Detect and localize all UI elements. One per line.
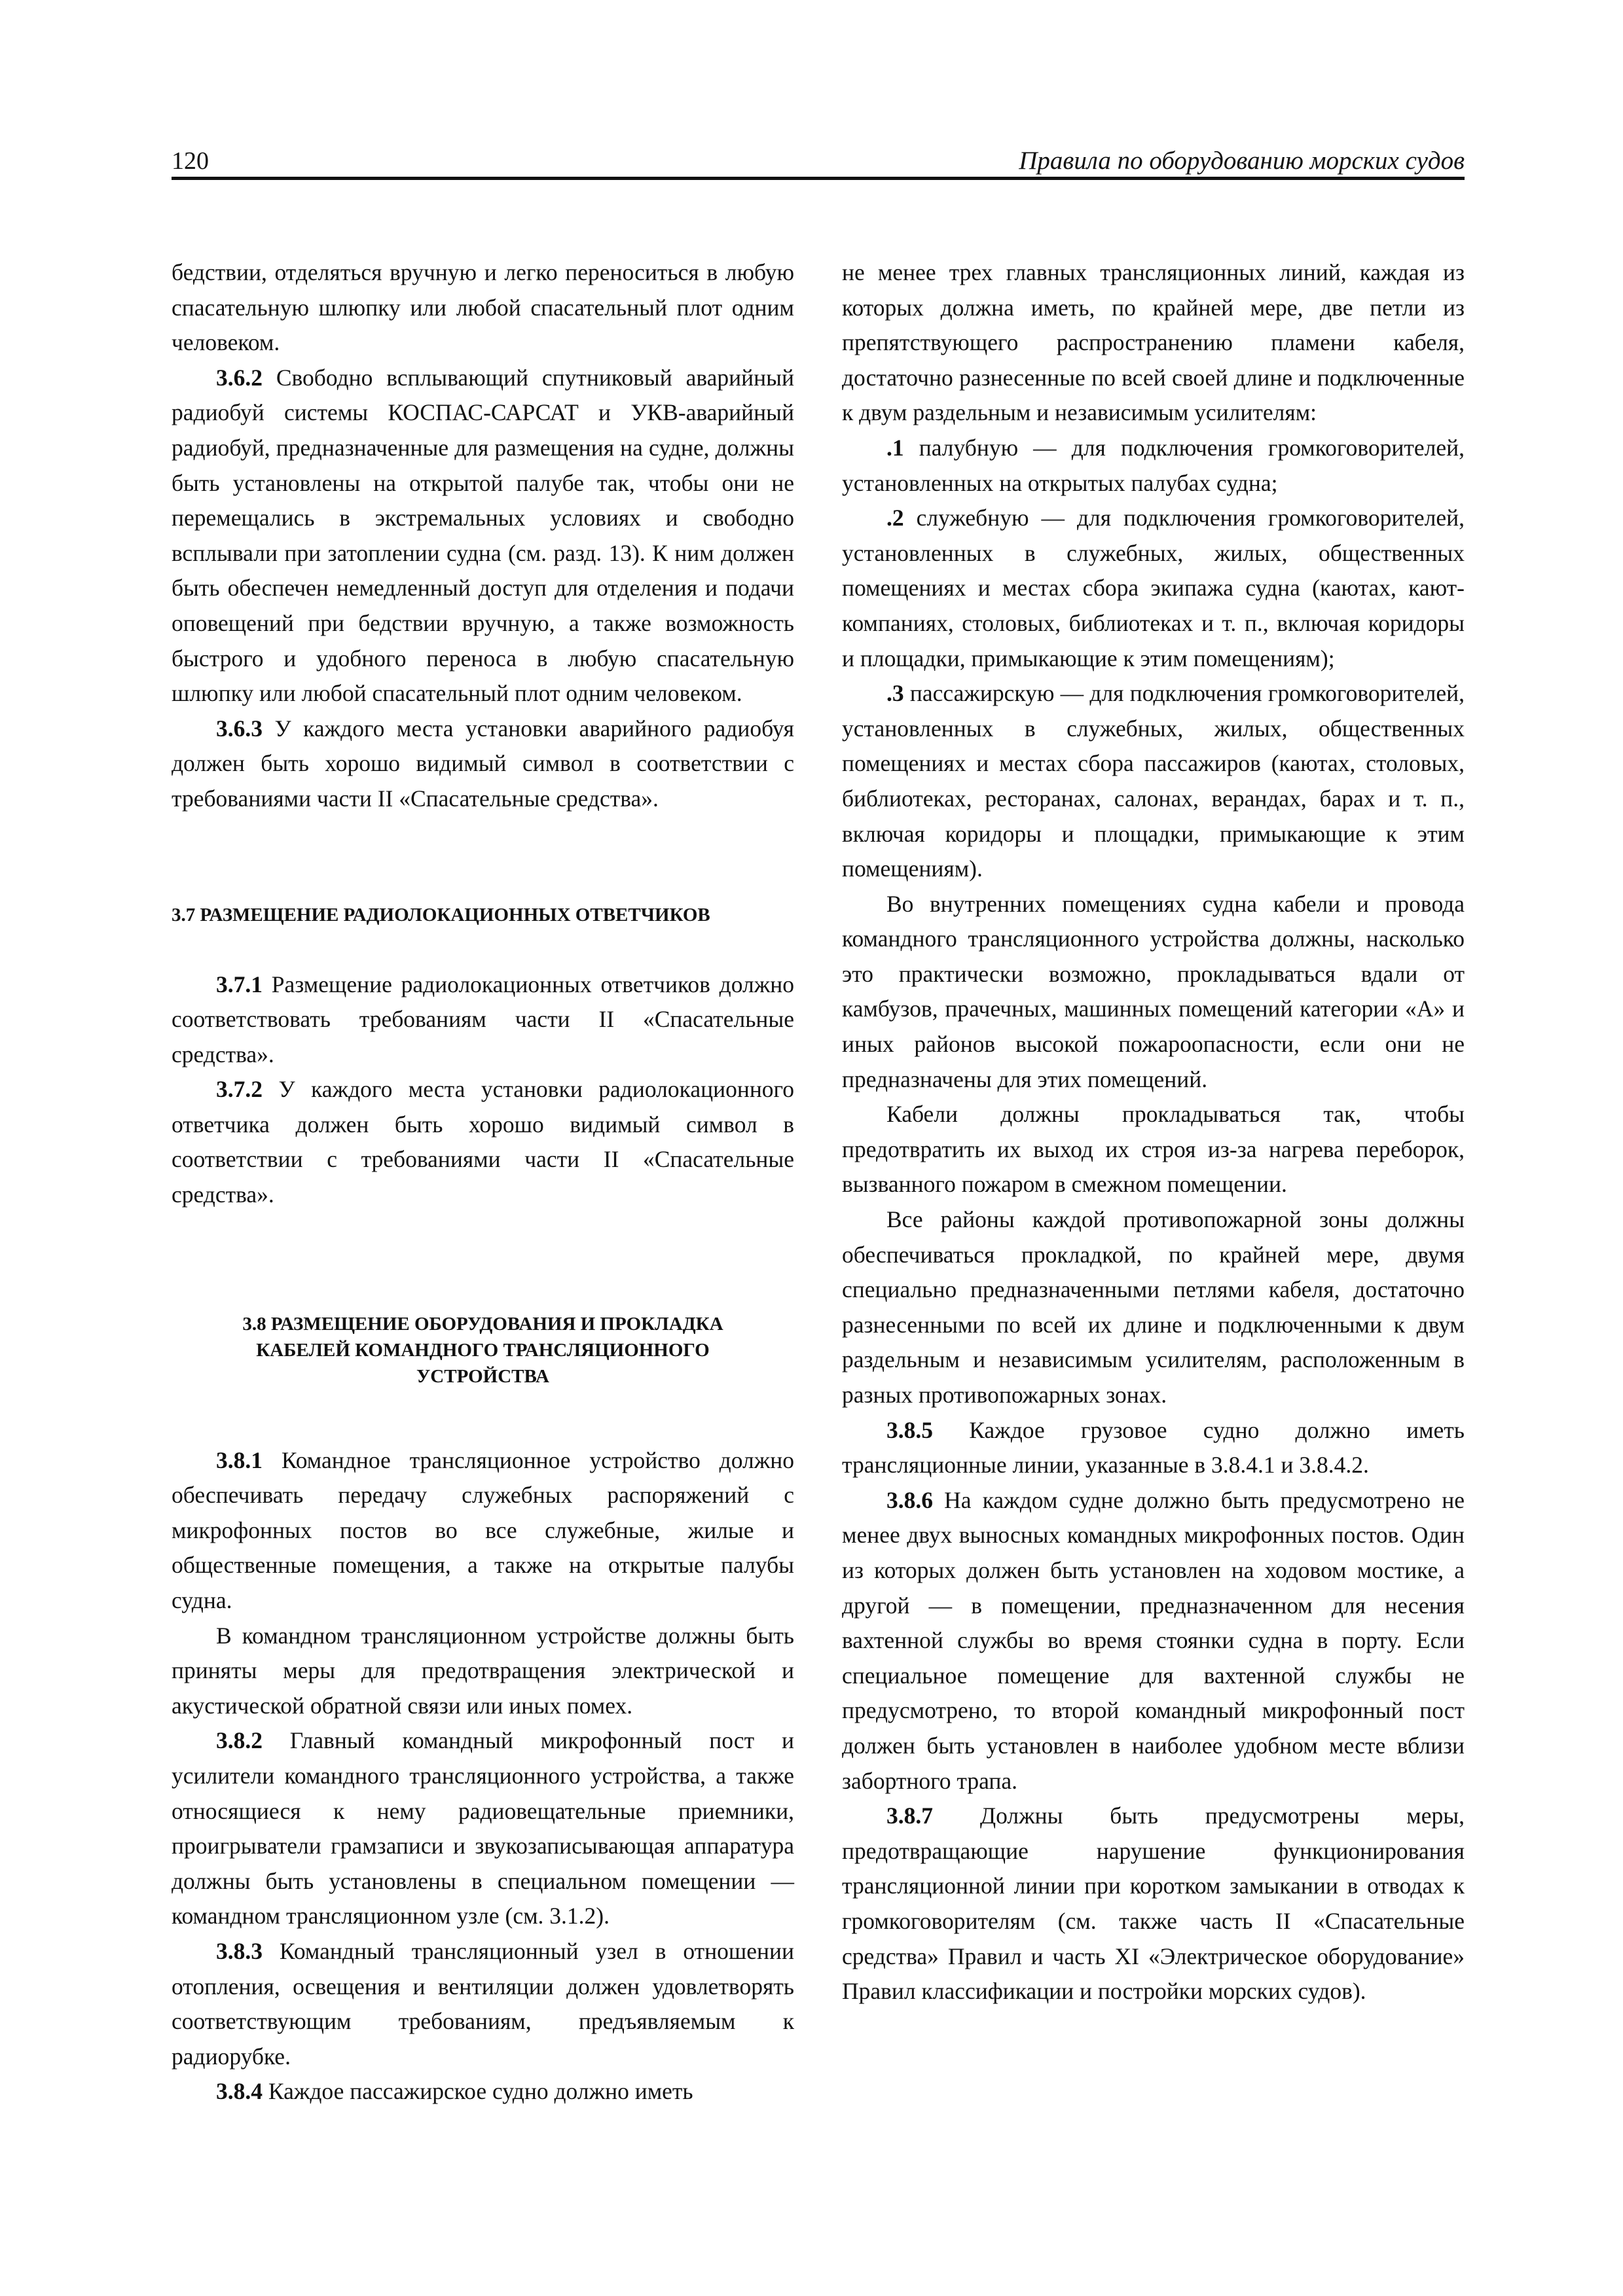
paragraph-text: Каждое грузовое судно должно иметь трансляционные линии, указанные в 3.8.4.1 и 3.8.4.2.: [842, 1416, 1465, 1479]
paragraph-text: Свободно всплывающий спутниковый аварийный радиобуй системы КОСПАС-САРСАТ и УКВ-аварийный радиобуй, предназначенные для размещения на судне, должны быть установлены на открытой палубе так, чтобы они не перемещались в экстремальных условиях и свободно всплывали при затоплении судна (см. разд. 13). К ним должен быть обеспечен немедленный доступ для отделения и подачи оповещений при бедствии вручную, а также возможность быстрого и удобного переноса в любую спасательную шлюпку или любой спасательный плот одним человеком.: [172, 364, 794, 707]
item-text: пассажирскую — для подключения громкоговорителей, установленных в служебных, жилых, общественных помещениях и местах сбора пассажиров (каютах, столовых, библиотеках, ресторанах, салонах, верандах, барах и т. п., включая коридоры и площадки, примыкающие к этим помещениям).: [842, 680, 1465, 882]
item-text: служебную — для подключения громкоговорителей, установленных в служебных, жилых, общественных помещениях и местах сбора экипажа судна (каютах, кают-компаниях, столовых, библиотеках и т. п., включая коридоры и площадки, примыкающие к этим помещениям);: [842, 505, 1465, 672]
clause-number: 3.8.2: [216, 1727, 263, 1754]
left-column: [172, 255, 794, 2109]
paragraph-text: Главный командный микрофонный пост и усилители командного трансляционного устройства, а также относящиеся к нему радиовещательные приемники, проигрыватели грамзаписи и звукозаписывающая аппаратура должны быть установлены в специальном помещении — командном трансляционном узле (см. 3.1.2).: [172, 1727, 794, 1929]
clause-number: 3.8.5: [886, 1416, 933, 1443]
paragraph-text: Командный трансляционный узел в отношении отопления, освещения и вентиляции должен удовлетворять соответствующим требованиям, предъявляемым к радиорубке.: [172, 1937, 794, 2070]
item-number: .3: [886, 680, 904, 707]
paragraph-3-8-7: [842, 1799, 1465, 2009]
list-item-3: [842, 676, 1465, 887]
paragraph-3-8-5: [842, 1413, 1465, 1483]
paragraph-continued: не менее трех главных трансляционных линий, каждая из которых должна иметь, по крайней мере, две петли из препятствующего распространению пламени кабеля, достаточно разнесенные по всей своей длине и подключенные к двум раздельным и независимым усилителям:: [842, 259, 1465, 426]
clause-number: 3.8.4: [216, 2078, 263, 2105]
header-rule: [172, 177, 1465, 180]
clause-number: 3.8.6: [886, 1486, 933, 1513]
right-column: [842, 255, 1465, 2009]
clause-number: 3.8.3: [216, 1937, 263, 1964]
clause-number: 3.8.7: [886, 1803, 933, 1829]
paragraph-text: Каждое пассажирское судно должно иметь: [263, 2078, 693, 2105]
paragraph-text: На каждом судне должно быть предусмотрено не менее двух выносных командных микрофонных постов. Один из которых должен быть установлен на ходовом мостике, а другой — в помещении, предназначенном для несения вахтенной службы во время стоянки судна в порту. Если специальное помещение для вахтенной службы не предусмотрено, то второй командный микрофонный пост должен быть установлен в наиболее удобном месте вблизи забортного трапа.: [842, 1486, 1465, 1794]
paragraph-3-8-1: [172, 1443, 794, 1619]
paragraph-text: Размещение радиолокационных ответчиков должно соответствовать требованиям части II «Спасательные средства».: [172, 971, 794, 1067]
paragraph-fire-zones: Все районы каждой противопожарной зоны должны обеспечиваться прокладкой, по крайней мере, двумя специально предназначенными петлями кабеля, достаточно разнесенными по всей их длине и подключенными к двум раздельным и независимым усилителям, расположенным в разных противопожарных зонах.: [842, 1206, 1465, 1408]
paragraph-3-7-1: [172, 967, 794, 1073]
paragraph-cable-fire: Кабели должны прокладываться так, чтобы предотвратить их выход их строя из-за нагрева переборок, вызванного пожаром в смежном помещении.: [842, 1101, 1465, 1198]
paragraph-3-8-2: [172, 1723, 794, 1934]
clause-number: 3.6.2: [216, 364, 263, 391]
paragraph-cable-routing: Во внутренних помещениях судна кабели и провода командного трансляционного устройства должны, насколько это практически возможно, прокладываться вдали от камбузов, прачечных, машинных помещений категории «А» и иных районов высокой пожароопасности, если они не предназначены для этих помещений.: [842, 890, 1465, 1092]
paragraph-text: Командное трансляционное устройство должно обеспечивать передачу служебных распоряжений с микрофонных постов во все служебные, жилые и общественные помещения, а также на открытые палубы судна.: [172, 1446, 794, 1614]
page-number: 120: [172, 147, 209, 175]
section-heading-3-7: 3.7 РАЗМЕЩЕНИЕ РАДИОЛОКАЦИОННЫХ ОТВЕТЧИКОВ: [172, 904, 710, 925]
running-title: Правила по оборудованию морских судов: [1019, 147, 1465, 175]
item-number: .1: [886, 434, 904, 461]
item-number: .2: [886, 505, 904, 531]
clause-number: 3.6.3: [216, 715, 263, 742]
paragraph-text: У каждого места установки радиолокационного ответчика должен быть хорошо видимый символ в соответствии с требованиями части II «Спасательные средства».: [172, 1076, 794, 1208]
clause-number: 3.7.1: [216, 971, 263, 997]
paragraph-text: Должны быть предусмотрены меры, предотвращающие нарушение функционирования трансляционной линии при коротком замыкании в отводах к громкоговорителям (см. также часть II «Спасательные средства» Правил и часть XI «Электрическое оборудование» Правил классификации и постройки морских судов).: [842, 1803, 1465, 2005]
paragraph-3-8-3: [172, 1934, 794, 2074]
paragraph-3-6-2: [172, 361, 794, 711]
paragraph-3-7-2: [172, 1072, 794, 1212]
paragraph-continued: бедствии, отделяться вручную и легко переноситься в любую спасательную шлюпку или любой спасательный плот одним человеком.: [172, 259, 794, 356]
list-item-1: [842, 431, 1465, 501]
paragraph-3-8-4: [172, 2074, 794, 2109]
item-text: палубную — для подключения громкоговорителей, установленных на открытых палубах судна;: [842, 434, 1465, 496]
paragraph-feedback: В командном трансляционном устройстве должны быть приняты меры для предотвращения электрической и акустической обратной связи или иных помех.: [172, 1622, 794, 1719]
clause-number: 3.8.1: [216, 1446, 263, 1473]
paragraph-3-8-6: [842, 1483, 1465, 1799]
section-heading-3-8: 3.8 РАЗМЕЩЕНИЕ ОБОРУДОВАНИЯ И ПРОКЛАДКА КАБЕЛЕЙ КОМАНДНОГО ТРАНСЛЯЦИОННОГО УСТРОЙСТВА: [242, 1313, 723, 1387]
paragraph-3-6-3: [172, 711, 794, 817]
paragraph-text: У каждого места установки аварийного радиобуя должен быть хорошо видимый символ в соответствии с требованиями части II «Спасательные средства».: [172, 715, 794, 812]
clause-number: 3.7.2: [216, 1076, 263, 1103]
list-item-2: [842, 501, 1465, 676]
